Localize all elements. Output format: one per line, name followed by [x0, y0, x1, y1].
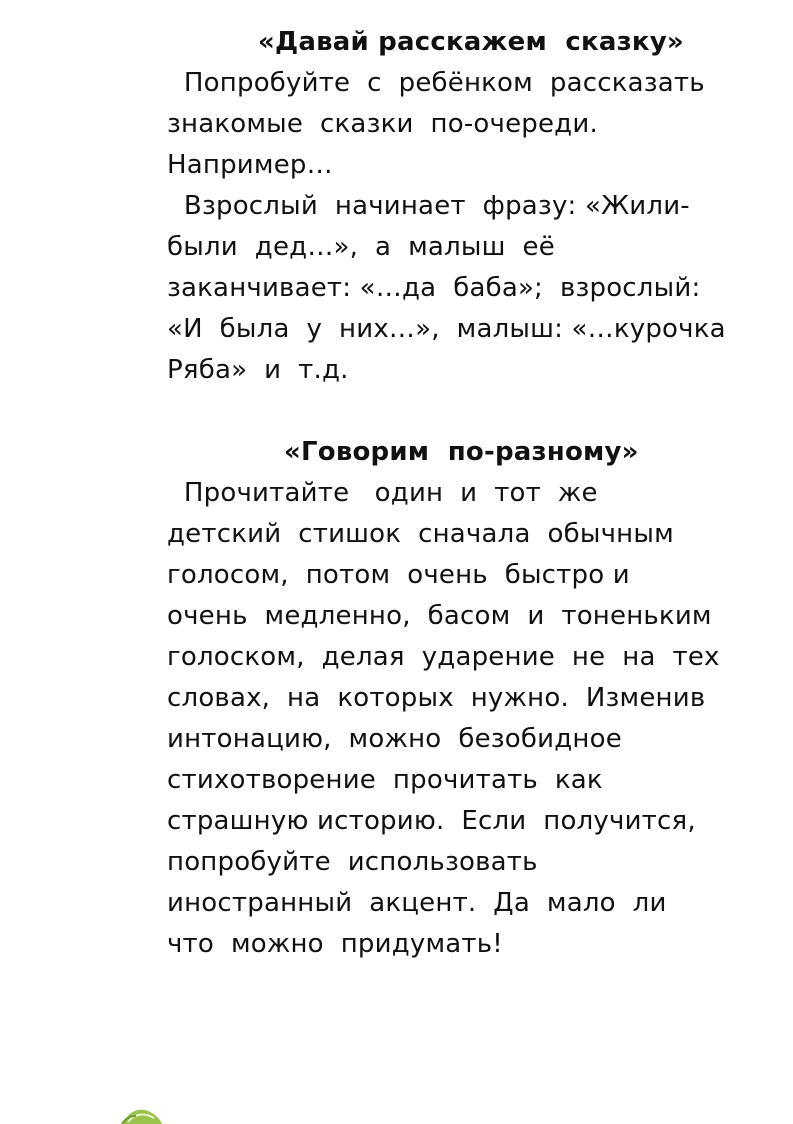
paragraph-line: Прочитайте один и тот же	[167, 478, 598, 508]
paragraph-line: интонацию, можно безобидное	[167, 724, 622, 754]
paragraph-line: детский стишок сначала обычным	[167, 519, 674, 549]
paragraph-line: очень медленно, басом и тоненьким	[167, 601, 712, 631]
paragraph-line: словах, на которых нужно. Изменив	[167, 683, 706, 713]
paragraph-line: Попробуйте с ребёнком рассказать	[167, 68, 705, 98]
paragraph-line: страшную историю. Если получится,	[167, 806, 696, 836]
paragraph-line: Например…	[167, 150, 333, 180]
paragraph-line: что можно придумать!	[167, 929, 503, 959]
leaf-decoration-icon	[120, 1104, 164, 1124]
paragraph-line: заканчивает: «…да баба»; взрослый:	[167, 273, 701, 303]
paragraph-line: Ряба» и т.д.	[167, 355, 349, 385]
section-title-speak-differently: «Говорим по-разному»	[284, 437, 639, 467]
paragraph-line: Взрослый начинает фразу: «Жили-	[167, 191, 690, 221]
paragraph-line: голоском, делая ударение не на тех	[167, 642, 720, 672]
paragraph-line: знакомые сказки по-очереди.	[167, 109, 598, 139]
section-title-tell-story: «Давай расскажем сказку»	[258, 27, 684, 57]
paragraph-line: были дед…», а малыш её	[167, 232, 555, 262]
paragraph-line: голосом, потом очень быстро и	[167, 560, 630, 590]
paragraph-line: «И была у них…», малыш: «…курочка	[167, 314, 726, 344]
paragraph-line: иностранный акцент. Да мало ли	[167, 888, 667, 918]
paragraph-line: стихотворение прочитать как	[167, 765, 603, 795]
paragraph-line: попробуйте использовать	[167, 847, 538, 877]
